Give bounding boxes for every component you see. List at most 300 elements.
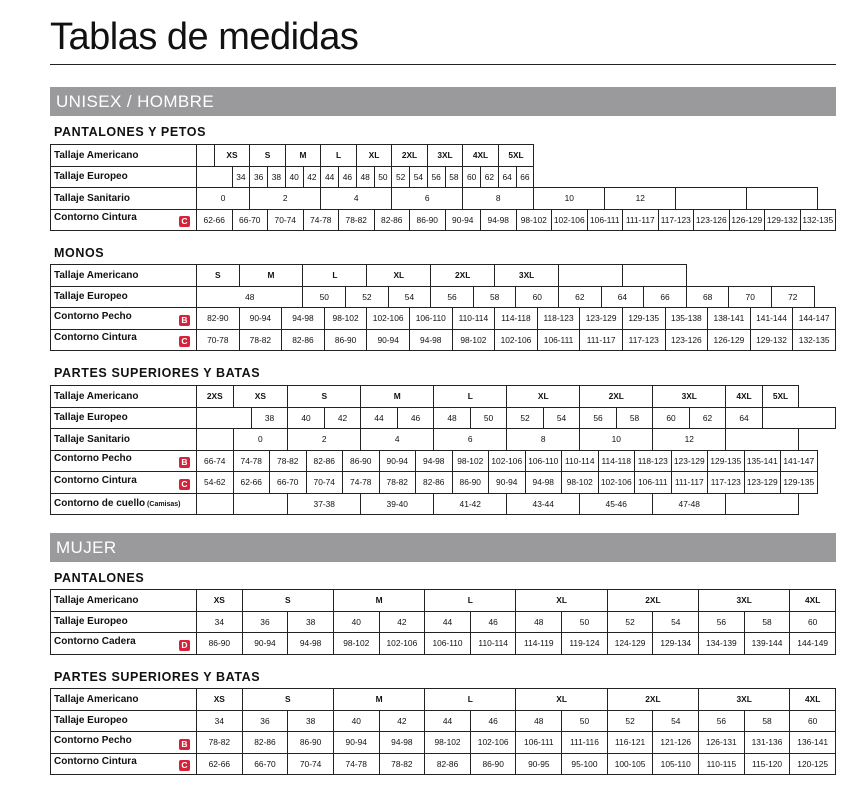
- row-label: [51, 633, 197, 655]
- table-cell: [197, 166, 233, 188]
- table-cell: 94-98: [416, 450, 453, 472]
- table-cell: 115-120: [744, 753, 790, 775]
- table-cell: 102-106: [598, 472, 635, 494]
- table-cell: 70-74: [288, 753, 334, 775]
- table-cell: 5XL: [762, 386, 799, 408]
- table-partes-superiores-mujer: [50, 688, 836, 775]
- table-cell: 41-42: [434, 493, 507, 515]
- table-cell: S: [242, 590, 333, 612]
- table-cell: 4: [321, 188, 392, 210]
- table-cell: 111-117: [623, 209, 659, 231]
- table-cell: 34: [197, 611, 243, 633]
- table-cell: 56: [427, 166, 445, 188]
- table-cell: 66: [516, 166, 534, 188]
- row-label: [51, 188, 197, 210]
- table-cell: 46: [470, 710, 516, 732]
- table-cell: 2XL: [607, 590, 698, 612]
- table-cell: 82-86: [425, 753, 471, 775]
- table-cell: 42: [379, 710, 425, 732]
- row-label: [51, 386, 197, 408]
- table-cell: 102-106: [367, 308, 410, 330]
- table-cell: 60: [790, 611, 836, 633]
- table-cell: XL: [356, 145, 392, 167]
- row-label: [51, 710, 197, 732]
- table-row: [51, 633, 836, 655]
- row-label-text: Contorno Pecho: [54, 453, 132, 465]
- table-row: [51, 493, 836, 515]
- table-cell: M: [361, 386, 434, 408]
- row-label: [51, 493, 197, 515]
- table-cell: 129-135: [781, 472, 818, 494]
- table-cell: 86-90: [470, 753, 516, 775]
- table-cell: [622, 265, 686, 287]
- row-label-text: Contorno Cintura: [54, 474, 137, 486]
- table-cell: 62-66: [233, 472, 270, 494]
- table-cell: L: [303, 265, 367, 287]
- table-cell: 98-102: [452, 329, 495, 351]
- measure-letter-badge: C: [179, 760, 190, 771]
- table-cell: 58: [744, 611, 790, 633]
- table-cell: M: [333, 590, 424, 612]
- table-cell: L: [425, 689, 516, 711]
- table-cell: 141-147: [781, 450, 818, 472]
- row-label: [51, 329, 197, 351]
- table-row: [51, 209, 836, 231]
- table-cell: 126-131: [699, 732, 745, 754]
- row-label-text: Tallaje Americano: [54, 149, 139, 161]
- row-label: [51, 689, 197, 711]
- table-cell: 102-106: [489, 450, 526, 472]
- table-cell: [233, 493, 288, 515]
- table-cell: 98-102: [324, 308, 367, 330]
- table-cell: M: [285, 145, 321, 167]
- row-label-text: Tallaje Americano: [54, 269, 139, 281]
- table-cell: 54: [410, 166, 428, 188]
- table-cell: 70-74: [306, 472, 343, 494]
- table-row: [51, 710, 836, 732]
- table-cell: 34: [232, 166, 250, 188]
- table-cell: 0: [197, 188, 250, 210]
- table-row: [51, 429, 836, 451]
- table-cell: XL: [516, 689, 607, 711]
- table-cell: XL: [367, 265, 431, 287]
- section-band-mujer: MUJER: [50, 533, 836, 562]
- row-label-note: (Camisas): [145, 501, 181, 509]
- table-cell: 50: [562, 710, 608, 732]
- table-cell: 90-94: [367, 329, 410, 351]
- table-cell: 90-94: [489, 472, 526, 494]
- table-monos: [50, 264, 836, 351]
- table-title-partes-superiores-mujer: PARTES SUPERIORES Y BATAS: [54, 670, 261, 684]
- table-cell: 114-118: [495, 308, 538, 330]
- table-cell: 40: [288, 407, 325, 429]
- row-label-text: Contorno Cadera: [54, 635, 136, 647]
- table-cell: 36: [242, 710, 288, 732]
- table-cell: 118-123: [537, 308, 580, 330]
- table-cell: 60: [516, 286, 559, 308]
- table-cell: 110-114: [562, 450, 599, 472]
- table-cell: 70-78: [197, 329, 240, 351]
- table-cell: 68: [686, 286, 729, 308]
- table-cell: 40: [285, 166, 303, 188]
- table-cell: 82-86: [306, 450, 343, 472]
- table-cell: 62: [559, 286, 602, 308]
- table-cell: 12: [605, 188, 676, 210]
- table-cell: [197, 407, 252, 429]
- table-cell: 54: [653, 710, 699, 732]
- table-cell: 0: [233, 429, 288, 451]
- table-cell: 47-48: [653, 493, 726, 515]
- table-cell: 48: [516, 611, 562, 633]
- table-cell: 37-38: [288, 493, 361, 515]
- table-cell: 94-98: [282, 308, 325, 330]
- table-cell: 58: [445, 166, 463, 188]
- table-cell: 78-82: [379, 472, 416, 494]
- table-cell: 114-119: [516, 633, 562, 655]
- table-cell: 56: [699, 710, 745, 732]
- table-cell: 62: [689, 407, 726, 429]
- table-cell: 82-86: [242, 732, 288, 754]
- table-cell: 34: [197, 710, 243, 732]
- table-title-monos: MONOS: [54, 246, 105, 260]
- table-cell: 4: [361, 429, 434, 451]
- row-label: [51, 286, 197, 308]
- table-cell: 42: [324, 407, 361, 429]
- measure-letter-badge: C: [179, 336, 190, 347]
- table-cell: 123-126: [694, 209, 730, 231]
- row-label-text: Tallaje Europeo: [54, 171, 128, 183]
- table-cell: 66-70: [242, 753, 288, 775]
- table-cell: [747, 188, 818, 210]
- table-cell: 62: [481, 166, 499, 188]
- table-cell: 4XL: [790, 689, 836, 711]
- table-cell: 44: [361, 407, 398, 429]
- table-cell: 100-105: [607, 753, 653, 775]
- table-cell: 64: [601, 286, 644, 308]
- measure-letter-badge: D: [179, 640, 190, 651]
- table-cell: 40: [333, 710, 379, 732]
- table-cell: 50: [562, 611, 608, 633]
- table-cell: 52: [392, 166, 410, 188]
- table-cell: 144-149: [790, 633, 836, 655]
- table-cell: 38: [268, 166, 286, 188]
- table-cell: 38: [288, 710, 334, 732]
- table-cell: 38: [288, 611, 334, 633]
- page-title: Tablas de medidas: [50, 16, 359, 58]
- table-cell: 139-144: [744, 633, 790, 655]
- table-cell: 2: [250, 188, 321, 210]
- table-cell: S: [250, 145, 286, 167]
- table-cell: 119-124: [562, 633, 608, 655]
- table-cell: 110-114: [470, 633, 516, 655]
- table-cell: 123-129: [580, 308, 623, 330]
- table-cell: 3XL: [699, 689, 790, 711]
- table-cell: 36: [242, 611, 288, 633]
- table-cell: 2XL: [431, 265, 495, 287]
- row-label: [51, 611, 197, 633]
- table-cell: 132-135: [800, 209, 836, 231]
- table-cell: 86-90: [324, 329, 367, 351]
- row-label: [51, 407, 197, 429]
- table-cell: 120-125: [790, 753, 836, 775]
- table-cell: 58: [616, 407, 653, 429]
- table-cell: 111-117: [580, 329, 623, 351]
- table-cell: 42: [379, 611, 425, 633]
- table-cell: 90-94: [242, 633, 288, 655]
- table-cell: 52: [507, 407, 544, 429]
- table-cell: 10: [580, 429, 653, 451]
- table-cell: 82-86: [374, 209, 410, 231]
- table-cell: 12: [653, 429, 726, 451]
- table-cell: 4XL: [790, 590, 836, 612]
- table-cell: 131-136: [744, 732, 790, 754]
- row-label-text: Tallaje Americano: [54, 390, 139, 402]
- row-label-text: Tallaje Sanitario: [54, 192, 130, 204]
- table-cell: 86-90: [343, 450, 380, 472]
- table-cell: 56: [699, 611, 745, 633]
- table-cell: 111-116: [562, 732, 608, 754]
- table-cell: 66-70: [232, 209, 268, 231]
- table-cell: 106-111: [587, 209, 623, 231]
- measure-letter-badge: B: [179, 457, 190, 468]
- table-row: [51, 166, 836, 188]
- table-row: [51, 145, 836, 167]
- table-cell: 126-129: [729, 209, 765, 231]
- table-row: [51, 689, 836, 711]
- table-row: [51, 265, 836, 287]
- table-cell: 135-141: [744, 450, 781, 472]
- table-cell: 86-90: [288, 732, 334, 754]
- table-row: [51, 386, 836, 408]
- table-cell: 70-74: [268, 209, 304, 231]
- table-cell: 94-98: [481, 209, 517, 231]
- table-cell: 2XL: [392, 145, 428, 167]
- row-label: [51, 732, 197, 754]
- table-cell: 6: [434, 429, 507, 451]
- table-cell: 98-102: [516, 209, 552, 231]
- table-row: [51, 472, 836, 494]
- table-pantalones-petos: [50, 144, 836, 231]
- table-row: [51, 407, 836, 429]
- table-cell: 56: [431, 286, 474, 308]
- table-cell: [559, 265, 623, 287]
- table-cell: 40: [333, 611, 379, 633]
- table-cell: 90-94: [445, 209, 481, 231]
- table-cell: 62-66: [197, 209, 233, 231]
- table-cell: 78-82: [339, 209, 375, 231]
- table-cell: 64: [498, 166, 516, 188]
- measure-letter-badge: B: [179, 315, 190, 326]
- table-cell: 134-139: [699, 633, 745, 655]
- table-cell: 111-117: [671, 472, 708, 494]
- row-label-text: Tallaje Americano: [54, 693, 139, 705]
- table-cell: 138-141: [708, 308, 751, 330]
- row-label-text: Contorno Cintura: [54, 756, 137, 768]
- table-cell: 105-110: [653, 753, 699, 775]
- table-cell: 82-86: [282, 329, 325, 351]
- table-title-partes-superiores-unisex: PARTES SUPERIORES Y BATAS: [54, 366, 261, 380]
- row-label-text: Contorno Cintura: [54, 332, 137, 344]
- table-cell: 117-123: [658, 209, 694, 231]
- table-cell: 78-82: [239, 329, 282, 351]
- row-label: [51, 472, 197, 494]
- table-cell: 3XL: [495, 265, 559, 287]
- table-cell: 42: [303, 166, 321, 188]
- table-cell: 66: [644, 286, 687, 308]
- table-cell: 129-135: [622, 308, 665, 330]
- table-cell: 95-100: [562, 753, 608, 775]
- table-row: [51, 308, 836, 330]
- table-cell: 141-144: [750, 308, 793, 330]
- table-cell: 114-118: [598, 450, 635, 472]
- table-cell: 126-129: [708, 329, 751, 351]
- table-cell: 86-90: [452, 472, 489, 494]
- row-label-text: Tallaje Americano: [54, 594, 139, 606]
- table-cell: 70: [729, 286, 772, 308]
- table-cell: [197, 493, 234, 515]
- table-cell: 48: [197, 286, 303, 308]
- row-label: [51, 145, 197, 167]
- table-cell: 117-123: [708, 472, 745, 494]
- table-cell: 74-78: [233, 450, 270, 472]
- table-cell: 98-102: [452, 450, 489, 472]
- table-cell: S: [197, 265, 240, 287]
- table-cell: 44: [425, 611, 471, 633]
- table-cell: 86-90: [410, 209, 446, 231]
- table-cell: 94-98: [525, 472, 562, 494]
- table-cell: 74-78: [343, 472, 380, 494]
- table-cell: 44: [425, 710, 471, 732]
- table-cell: [762, 407, 835, 429]
- table-cell: 4XL: [463, 145, 499, 167]
- table-cell: 60: [653, 407, 690, 429]
- table-cell: 94-98: [288, 633, 334, 655]
- table-cell: 78-82: [197, 732, 243, 754]
- table-cell: 106-110: [525, 450, 562, 472]
- table-cell: 123-126: [665, 329, 708, 351]
- table-row: [51, 590, 836, 612]
- table-cell: 58: [744, 710, 790, 732]
- table-cell: [197, 429, 234, 451]
- table-row: [51, 188, 836, 210]
- table-cell: 2: [288, 429, 361, 451]
- table-cell: L: [434, 386, 507, 408]
- table-cell: 58: [473, 286, 516, 308]
- table-cell: 50: [374, 166, 392, 188]
- table-cell: 74-78: [303, 209, 339, 231]
- table-cell: 116-121: [607, 732, 653, 754]
- table-cell: S: [288, 386, 361, 408]
- table-cell: 106-111: [635, 472, 672, 494]
- table-cell: XL: [507, 386, 580, 408]
- table-cell: 78-82: [270, 450, 307, 472]
- table-cell: 38: [251, 407, 288, 429]
- row-label: [51, 166, 197, 188]
- measure-letter-badge: B: [179, 739, 190, 750]
- row-label-text: Tallaje Sanitario: [54, 433, 130, 445]
- table-cell: 117-123: [622, 329, 665, 351]
- table-row: [51, 286, 836, 308]
- table-cell: 98-102: [562, 472, 599, 494]
- table-cell: 66-74: [197, 450, 234, 472]
- table-cell: 56: [580, 407, 617, 429]
- table-cell: 102-106: [379, 633, 425, 655]
- table-row: [51, 329, 836, 351]
- table-cell: 124-129: [607, 633, 653, 655]
- table-cell: 86-90: [197, 633, 243, 655]
- table-cell: XL: [516, 590, 607, 612]
- table-cell: 46: [339, 166, 357, 188]
- table-cell: 110-115: [699, 753, 745, 775]
- row-label-text: Tallaje Europeo: [54, 616, 128, 628]
- table-cell: 52: [607, 710, 653, 732]
- table-cell: 8: [463, 188, 534, 210]
- table-cell: 4XL: [726, 386, 763, 408]
- row-label: [51, 753, 197, 775]
- measure-letter-badge: C: [179, 216, 190, 227]
- table-cell: L: [425, 590, 516, 612]
- table-cell: 8: [507, 429, 580, 451]
- table-cell: 118-123: [635, 450, 672, 472]
- row-label: [51, 450, 197, 472]
- table-cell: 129-135: [708, 450, 745, 472]
- table-cell: 54: [543, 407, 580, 429]
- table-cell: 48: [516, 710, 562, 732]
- table-row: [51, 611, 836, 633]
- table-cell: 3XL: [427, 145, 463, 167]
- table-cell: 102-106: [470, 732, 516, 754]
- table-cell: 44: [321, 166, 339, 188]
- table-row: [51, 732, 836, 754]
- table-cell: 132-135: [793, 329, 836, 351]
- table-cell: 6: [392, 188, 463, 210]
- table-cell: 135-138: [665, 308, 708, 330]
- table-cell: XS: [197, 590, 243, 612]
- table-cell: 60: [463, 166, 481, 188]
- table-title-pantalones-mujer: PANTALONES: [54, 571, 145, 585]
- table-cell: 43-44: [507, 493, 580, 515]
- table-cell: 72: [772, 286, 815, 308]
- table-cell: 54-62: [197, 472, 234, 494]
- table-cell: M: [239, 265, 303, 287]
- table-cell: 60: [790, 710, 836, 732]
- table-cell: 3XL: [699, 590, 790, 612]
- table-cell: 106-110: [409, 308, 452, 330]
- row-label: [51, 308, 197, 330]
- table-cell: 82-90: [197, 308, 240, 330]
- row-label: [51, 590, 197, 612]
- table-cell: 48: [356, 166, 374, 188]
- row-label-text: Contorno Pecho: [54, 310, 132, 322]
- table-cell: 106-110: [425, 633, 471, 655]
- table-title-pantalones-petos: PANTALONES Y PETOS: [54, 125, 207, 139]
- table-cell: 46: [397, 407, 434, 429]
- table-cell: 52: [607, 611, 653, 633]
- table-cell: 45-46: [580, 493, 653, 515]
- row-label-text: Contorno de cuello: [54, 498, 146, 510]
- table-cell: 74-78: [333, 753, 379, 775]
- table-cell: [197, 145, 215, 167]
- table-cell: 66-70: [270, 472, 307, 494]
- table-cell: 106-111: [537, 329, 580, 351]
- table-cell: 48: [434, 407, 471, 429]
- table-cell: 78-82: [379, 753, 425, 775]
- table-cell: 123-129: [744, 472, 781, 494]
- table-cell: 98-102: [425, 732, 471, 754]
- table-cell: [726, 429, 799, 451]
- title-divider: [50, 64, 836, 65]
- table-cell: 82-86: [416, 472, 453, 494]
